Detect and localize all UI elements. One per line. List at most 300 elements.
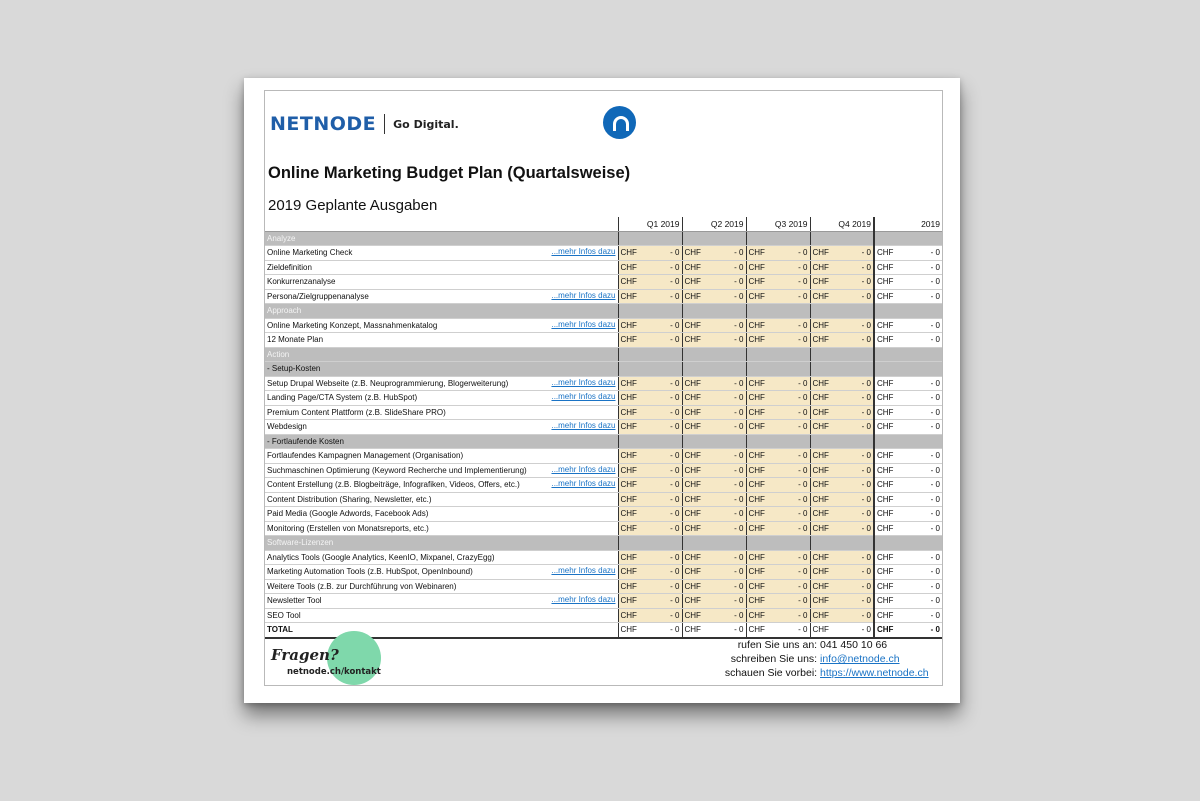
amount-value: - 0: [734, 277, 744, 287]
currency-label: CHF: [812, 581, 829, 591]
table-header-row: [265, 217, 942, 231]
quarter-amount-cell: [810, 289, 874, 304]
amount-value: - 0: [798, 407, 808, 417]
currency-label: CHF: [684, 581, 701, 591]
amount-value: - 0: [798, 277, 808, 287]
quarter-amount-cell: [618, 449, 682, 464]
quarter-amount-cell: [682, 260, 746, 275]
currency-label: CHF: [877, 335, 894, 345]
currency-label: CHF: [684, 465, 701, 475]
more-info-link[interactable]: ...mehr Infos dazu: [551, 392, 616, 401]
currency-label: CHF: [877, 581, 894, 591]
quarter-amount-cell: [746, 275, 810, 290]
section-spacer-cell: [746, 536, 810, 551]
more-info-link[interactable]: ...mehr Infos dazu: [551, 595, 616, 604]
quarter-amount-cell: [810, 478, 874, 493]
currency-label: CHF: [748, 378, 765, 388]
quarter-amount-cell: [746, 289, 810, 304]
amount-value: - 0: [670, 320, 680, 330]
amount-value: - 0: [861, 465, 871, 475]
table-row: [265, 260, 942, 275]
quarter-amount-cell: [810, 594, 874, 609]
amount-value: - 0: [861, 610, 871, 620]
more-info-link[interactable]: ...mehr Infos dazu: [551, 247, 616, 256]
currency-label: CHF: [684, 248, 701, 258]
quarter-amount-cell: [682, 550, 746, 565]
quarter-amount-cell: [746, 405, 810, 420]
section-row: [265, 347, 942, 362]
amount-value: - 0: [798, 393, 808, 403]
year-total-cell: [874, 376, 942, 391]
amount-value: - 0: [670, 523, 680, 533]
column-header: Q1 2019: [618, 217, 682, 231]
table-row: [265, 420, 942, 435]
row-label: TOTAL: [267, 625, 293, 635]
currency-label: CHF: [877, 422, 894, 432]
quarter-amount-cell: [810, 449, 874, 464]
row-label-cell: [265, 376, 618, 391]
currency-label: CHF: [620, 596, 637, 606]
currency-label: CHF: [620, 393, 637, 403]
amount-value: - 0: [670, 552, 680, 562]
row-label-cell: [265, 463, 618, 478]
amount-value: - 0: [734, 248, 744, 258]
section-spacer-cell: [746, 231, 810, 246]
section-label: Action: [265, 347, 618, 362]
currency-label: CHF: [620, 480, 637, 490]
amount-value: - 0: [861, 248, 871, 258]
currency-label: CHF: [877, 451, 894, 461]
currency-label: CHF: [748, 523, 765, 533]
year-total-cell: [874, 521, 942, 536]
currency-label: CHF: [877, 480, 894, 490]
currency-label: CHF: [620, 552, 637, 562]
year-total-cell: [874, 550, 942, 565]
section-spacer-cell: [682, 536, 746, 551]
quarter-amount-cell: [810, 507, 874, 522]
table-row: [265, 333, 942, 348]
amount-value: - 0: [861, 262, 871, 272]
amount-value: - 0: [861, 523, 871, 533]
section-spacer-cell: [618, 362, 682, 377]
section-spacer-cell: [810, 434, 874, 449]
amount-value: - 0: [734, 581, 744, 591]
row-label-cell: [265, 289, 618, 304]
currency-label: CHF: [877, 552, 894, 562]
quarter-amount-cell: [618, 260, 682, 275]
row-label: Suchmaschinen Optimierung (Keyword Recherche und Implementierung): [267, 465, 527, 475]
currency-label: CHF: [620, 378, 637, 388]
currency-label: CHF: [620, 581, 637, 591]
amount-value: - 0: [798, 320, 808, 330]
quarter-amount-cell: [746, 376, 810, 391]
section-row: [265, 536, 942, 551]
currency-label: CHF: [748, 277, 765, 287]
currency-label: CHF: [620, 625, 637, 635]
table-row: [265, 507, 942, 522]
year-total-cell: [874, 420, 942, 435]
amount-value: - 0: [861, 581, 871, 591]
phone-number: 041 450 10 66: [820, 639, 888, 651]
row-label: Analytics Tools (Google Analytics, KeenIO, Mixpanel, CrazyEgg): [267, 552, 495, 562]
year-total-cell: [874, 275, 942, 290]
logo-divider: [384, 114, 385, 134]
currency-label: CHF: [684, 291, 701, 301]
amount-value: - 0: [930, 610, 940, 620]
currency-label: CHF: [684, 509, 701, 519]
amount-value: - 0: [861, 625, 871, 635]
row-label-cell: [265, 333, 618, 348]
amount-value: - 0: [734, 552, 744, 562]
currency-label: CHF: [812, 625, 829, 635]
row-label: Marketing Automation Tools (z.B. HubSpot, OpenInbound): [267, 567, 473, 577]
currency-label: CHF: [812, 451, 829, 461]
kontakt-link[interactable]: netnode.ch/kontakt: [287, 667, 381, 677]
more-info-link[interactable]: ...mehr Infos dazu: [551, 319, 616, 329]
amount-value: - 0: [861, 277, 871, 287]
table-row: [265, 246, 942, 261]
row-label-cell: [265, 608, 618, 623]
amount-value: - 0: [670, 581, 680, 591]
year-total-cell: [874, 318, 942, 333]
currency-label: CHF: [748, 422, 765, 432]
netnode-logo: [270, 113, 459, 135]
amount-value: - 0: [861, 509, 871, 519]
currency-label: CHF: [684, 552, 701, 562]
table-row: [265, 405, 942, 420]
currency-label: CHF: [684, 277, 701, 287]
more-info-link[interactable]: ...mehr Infos dazu: [551, 421, 616, 430]
quarter-amount-cell: [618, 594, 682, 609]
section-spacer-cell: [874, 231, 942, 246]
quarter-amount-cell: [618, 478, 682, 493]
amount-value: - 0: [734, 480, 744, 490]
amount-value: - 0: [930, 248, 940, 258]
quarter-amount-cell: [746, 521, 810, 536]
currency-label: CHF: [748, 320, 765, 330]
currency-label: CHF: [620, 277, 637, 287]
quarter-amount-cell: [682, 391, 746, 406]
amount-value: - 0: [734, 625, 744, 635]
row-label-cell: [265, 579, 618, 594]
currency-label: CHF: [877, 291, 894, 301]
quarter-amount-cell: [810, 492, 874, 507]
year-total-cell: [874, 391, 942, 406]
row-label: Weitere Tools (z.B. zur Durchführung von Webinaren): [267, 581, 457, 591]
currency-label: CHF: [748, 581, 765, 591]
row-label: Content Erstellung (z.B. Blogbeiträge, Infografiken, Videos, Offers, etc.): [267, 480, 520, 490]
document-sheet: [244, 78, 960, 703]
section-spacer-cell: [810, 362, 874, 377]
row-label: Online Marketing Konzept, Massnahmenkatalog: [267, 320, 438, 330]
amount-value: - 0: [670, 335, 680, 345]
currency-label: CHF: [748, 262, 765, 272]
row-label-cell: [265, 478, 618, 493]
currency-label: CHF: [812, 262, 829, 272]
amount-value: - 0: [798, 291, 808, 301]
currency-label: CHF: [877, 277, 894, 287]
amount-value: - 0: [670, 625, 680, 635]
currency-label: CHF: [877, 610, 894, 620]
quarter-amount-cell: [746, 333, 810, 348]
quarter-amount-cell: [682, 565, 746, 580]
amount-value: - 0: [798, 422, 808, 432]
section-label: - Setup-Kosten: [265, 362, 618, 377]
quarter-amount-cell: [618, 565, 682, 580]
quarter-amount-cell: [682, 594, 746, 609]
currency-label: CHF: [684, 523, 701, 533]
currency-label: CHF: [812, 596, 829, 606]
row-label-cell: [265, 318, 618, 333]
page-subtitle: 2019 Geplante Ausgaben: [268, 197, 438, 214]
quarter-amount-cell: [810, 275, 874, 290]
year-total-cell: [874, 246, 942, 261]
more-info-link[interactable]: ...mehr Infos dazu: [551, 464, 616, 474]
amount-value: - 0: [734, 509, 744, 519]
table-row: [265, 594, 942, 609]
more-info-link[interactable]: ...mehr Infos dazu: [551, 566, 616, 575]
table-row: [265, 492, 942, 507]
amount-value: - 0: [670, 494, 680, 504]
amount-value: - 0: [670, 465, 680, 475]
fragen-heading: Fragen?: [271, 646, 339, 664]
currency-label: CHF: [877, 625, 894, 635]
quarter-amount-cell: [682, 492, 746, 507]
row-label: Webdesign: [267, 422, 307, 432]
quarter-amount-cell: [618, 550, 682, 565]
amount-value: - 0: [670, 407, 680, 417]
currency-label: CHF: [812, 335, 829, 345]
row-label-cell: [265, 275, 618, 290]
currency-label: CHF: [748, 494, 765, 504]
currency-label: CHF: [684, 422, 701, 432]
currency-label: CHF: [877, 320, 894, 330]
year-total-cell: [874, 492, 942, 507]
amount-value: - 0: [930, 393, 940, 403]
row-label: Monitoring (Erstellen von Monatsreports, etc.): [267, 523, 429, 533]
table-row: [265, 376, 942, 391]
quarter-amount-cell: [618, 333, 682, 348]
page-title: Online Marketing Budget Plan (Quartalsweise): [268, 164, 631, 182]
year-total-cell: [874, 565, 942, 580]
table-row: [265, 478, 942, 493]
currency-label: CHF: [620, 465, 637, 475]
amount-value: - 0: [734, 378, 744, 388]
quarter-amount-cell: [810, 376, 874, 391]
section-spacer-cell: [682, 362, 746, 377]
amount-value: - 0: [734, 567, 744, 577]
currency-label: CHF: [620, 407, 637, 417]
quarter-amount-cell: [618, 492, 682, 507]
amount-value: - 0: [930, 407, 940, 417]
currency-label: CHF: [748, 451, 765, 461]
section-spacer-cell: [874, 536, 942, 551]
row-label: Newsletter Tool: [267, 596, 322, 606]
more-info-link[interactable]: ...mehr Infos dazu: [551, 377, 616, 387]
quarter-amount-cell: [746, 318, 810, 333]
section-spacer-cell: [874, 304, 942, 319]
quarter-amount-cell: [746, 623, 810, 638]
currency-label: CHF: [812, 523, 829, 533]
website-link[interactable]: https://www.netnode.ch: [820, 667, 929, 679]
amount-value: - 0: [861, 291, 871, 301]
currency-label: CHF: [812, 422, 829, 432]
currency-label: CHF: [877, 523, 894, 533]
amount-value: - 0: [861, 378, 871, 388]
more-info-link[interactable]: ...mehr Infos dazu: [551, 479, 616, 488]
currency-label: CHF: [684, 625, 701, 635]
section-spacer-cell: [618, 434, 682, 449]
amount-value: - 0: [798, 509, 808, 519]
year-total-cell: [874, 405, 942, 420]
table-row: [265, 565, 942, 580]
amount-value: - 0: [930, 567, 940, 577]
table-row: [265, 521, 942, 536]
amount-value: - 0: [734, 494, 744, 504]
more-info-link[interactable]: ...mehr Infos dazu: [551, 290, 616, 300]
section-label: - Fortlaufende Kosten: [265, 434, 618, 449]
currency-label: CHF: [812, 320, 829, 330]
section-spacer-cell: [746, 434, 810, 449]
currency-label: CHF: [684, 610, 701, 620]
quarter-amount-cell: [618, 521, 682, 536]
amount-value: - 0: [734, 291, 744, 301]
quarter-amount-cell: [810, 463, 874, 478]
section-spacer-cell: [746, 362, 810, 377]
amount-value: - 0: [861, 335, 871, 345]
amount-value: - 0: [670, 480, 680, 490]
amount-value: - 0: [930, 552, 940, 562]
section-spacer-cell: [810, 536, 874, 551]
quarter-amount-cell: [682, 478, 746, 493]
currency-label: CHF: [748, 552, 765, 562]
quarter-amount-cell: [746, 246, 810, 261]
quarter-amount-cell: [810, 318, 874, 333]
amount-value: - 0: [670, 378, 680, 388]
row-label-cell: [265, 391, 618, 406]
amount-value: - 0: [798, 378, 808, 388]
amount-value: - 0: [798, 335, 808, 345]
currency-label: CHF: [812, 610, 829, 620]
amount-value: - 0: [930, 262, 940, 272]
quarter-amount-cell: [810, 608, 874, 623]
amount-value: - 0: [930, 523, 940, 533]
currency-label: CHF: [748, 291, 765, 301]
amount-value: - 0: [798, 610, 808, 620]
quarter-amount-cell: [810, 333, 874, 348]
amount-value: - 0: [861, 422, 871, 432]
quarter-amount-cell: [682, 507, 746, 522]
currency-label: CHF: [748, 335, 765, 345]
amount-value: - 0: [734, 596, 744, 606]
section-spacer-cell: [810, 231, 874, 246]
currency-label: CHF: [620, 422, 637, 432]
visit-label: schauen Sie vorbei:: [724, 667, 818, 679]
amount-value: - 0: [670, 422, 680, 432]
amount-value: - 0: [734, 335, 744, 345]
row-label: Persona/Zielgruppenanalyse: [267, 291, 369, 301]
brand-tagline: Go Digital.: [393, 117, 459, 131]
section-spacer-cell: [874, 434, 942, 449]
amount-value: - 0: [930, 277, 940, 287]
year-total-cell: [874, 507, 942, 522]
currency-label: CHF: [748, 567, 765, 577]
amount-value: - 0: [798, 248, 808, 258]
amount-value: - 0: [798, 581, 808, 591]
amount-value: - 0: [670, 291, 680, 301]
currency-label: CHF: [877, 494, 894, 504]
currency-label: CHF: [684, 320, 701, 330]
currency-label: CHF: [748, 509, 765, 519]
quarter-amount-cell: [682, 623, 746, 638]
amount-value: - 0: [734, 422, 744, 432]
currency-label: CHF: [812, 494, 829, 504]
amount-value: - 0: [930, 378, 940, 388]
currency-label: CHF: [684, 494, 701, 504]
row-label-cell: [265, 623, 618, 638]
quarter-amount-cell: [810, 405, 874, 420]
amount-value: - 0: [861, 596, 871, 606]
quarter-amount-cell: [682, 275, 746, 290]
currency-label: CHF: [812, 480, 829, 490]
column-header: Q2 2019: [682, 217, 746, 231]
amount-value: - 0: [861, 393, 871, 403]
year-total-cell: [874, 333, 942, 348]
subsection-row: [265, 362, 942, 377]
currency-label: CHF: [877, 378, 894, 388]
email-link[interactable]: info@netnode.ch: [820, 653, 900, 665]
currency-label: CHF: [877, 596, 894, 606]
quarter-amount-cell: [618, 507, 682, 522]
year-total-cell: [874, 594, 942, 609]
quarter-amount-cell: [618, 318, 682, 333]
amount-value: - 0: [798, 494, 808, 504]
mail-label: schreiben Sie uns:: [730, 653, 818, 665]
quarter-amount-cell: [810, 550, 874, 565]
row-label-cell: [265, 246, 618, 261]
year-total-cell: [874, 260, 942, 275]
quarter-amount-cell: [682, 318, 746, 333]
amount-value: - 0: [670, 262, 680, 272]
table-row: [265, 289, 942, 304]
amount-value: - 0: [670, 610, 680, 620]
section-spacer-cell: [874, 347, 942, 362]
quarter-amount-cell: [618, 289, 682, 304]
quarter-amount-cell: [682, 463, 746, 478]
amount-value: - 0: [798, 523, 808, 533]
currency-label: CHF: [684, 262, 701, 272]
row-label: Zieldefinition: [267, 262, 312, 272]
quarter-amount-cell: [810, 565, 874, 580]
amount-value: - 0: [734, 393, 744, 403]
currency-label: CHF: [877, 509, 894, 519]
netnode-n-icon: [603, 106, 636, 139]
row-label-cell: [265, 449, 618, 464]
call-label: rufen Sie uns an:: [737, 639, 818, 651]
row-label: Fortlaufendes Kampagnen Management (Organisation): [267, 451, 464, 461]
currency-label: CHF: [620, 567, 637, 577]
currency-label: CHF: [812, 465, 829, 475]
row-label: Online Marketing Check: [267, 248, 353, 258]
amount-value: - 0: [930, 625, 940, 635]
amount-value: - 0: [861, 407, 871, 417]
row-label: Landing Page/CTA System (z.B. HubSpot): [267, 393, 418, 403]
quarter-amount-cell: [810, 579, 874, 594]
table-row: [265, 318, 942, 333]
amount-value: - 0: [861, 494, 871, 504]
table-row: [265, 275, 942, 290]
amount-value: - 0: [734, 523, 744, 533]
